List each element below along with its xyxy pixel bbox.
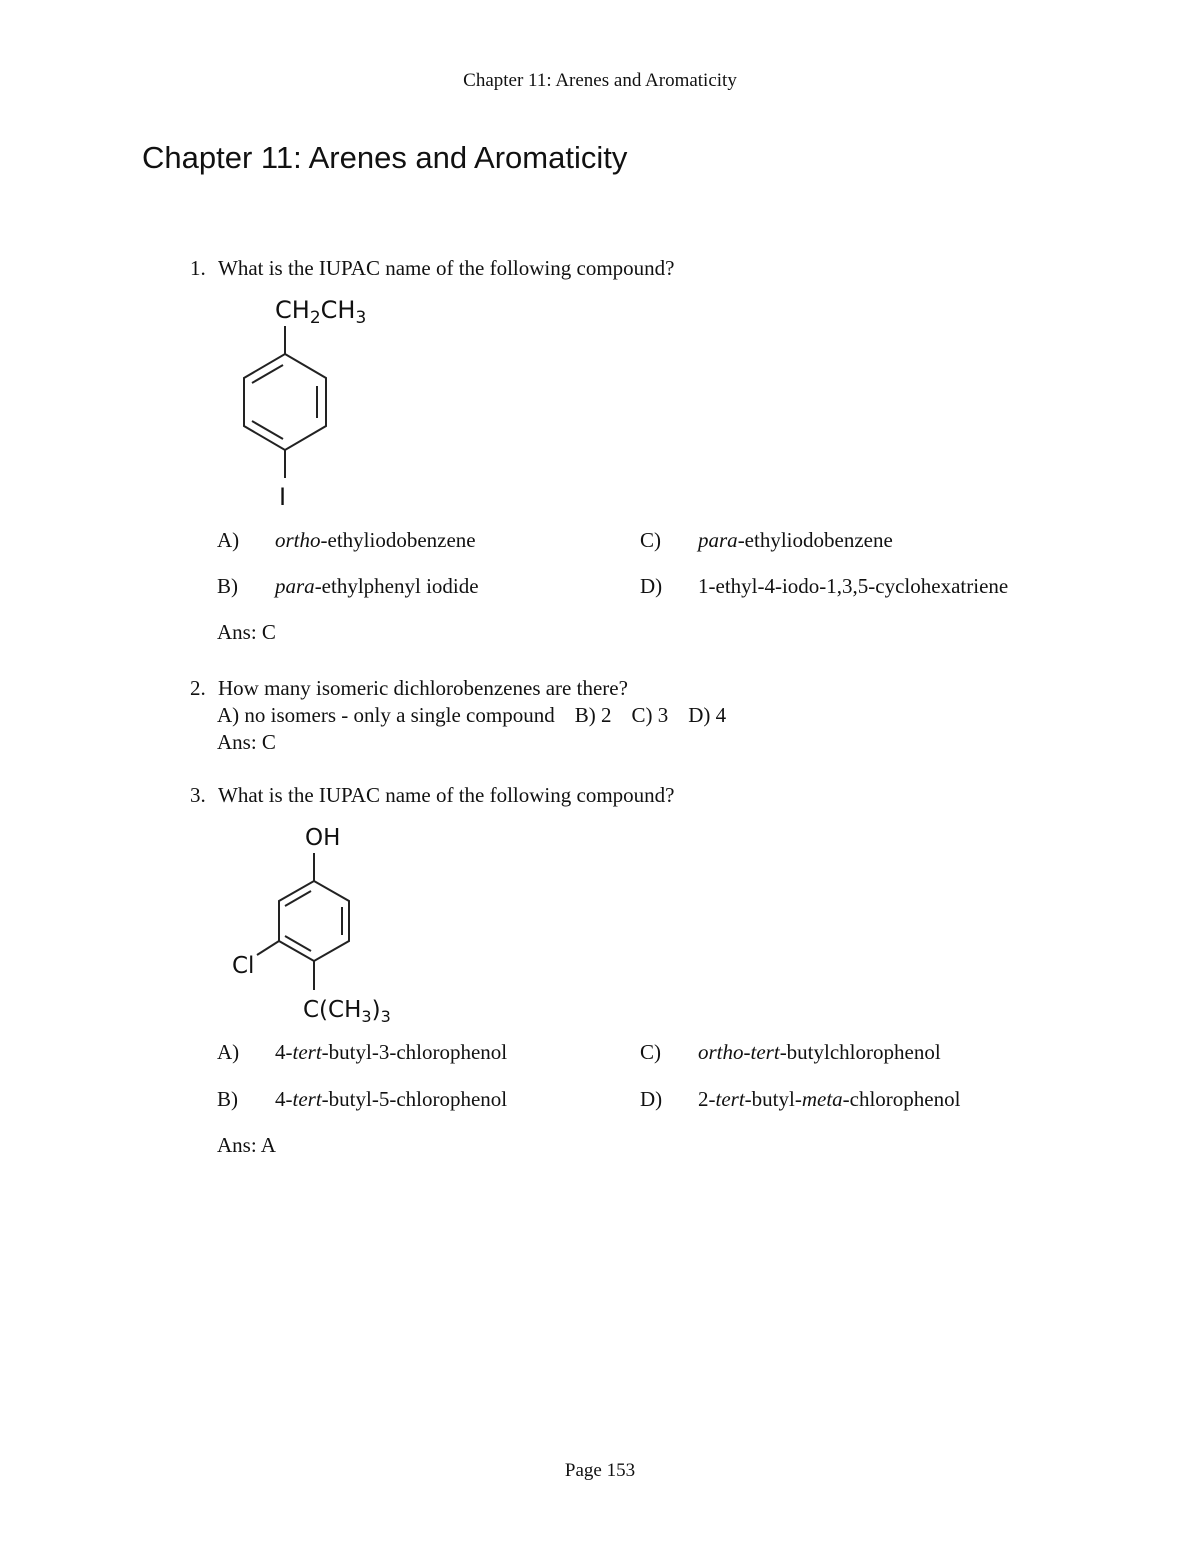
substituent-ethyl: $CH_2CH_3$ [275, 296, 367, 328]
q1-option-a [217, 528, 476, 553]
page-number: Page 153 [564, 1460, 636, 1481]
q1-option-c [640, 528, 893, 553]
option-letter: B) [217, 574, 238, 598]
option-letter: B) [217, 1087, 238, 1111]
option-text: 4-tert-butyl-3-chlorophenol [275, 1040, 508, 1064]
option-text: ortho-tert-butylchlorophenol [698, 1040, 941, 1064]
q2-option-c: C) 3 [631, 703, 669, 727]
substituent-hydroxyl: OH [305, 825, 341, 851]
q3-option-b [217, 1087, 507, 1112]
q2-option-a: A) no isomers - only a single compound [217, 703, 555, 727]
ethyliodobenzene-structure [225, 288, 405, 513]
q2-option-d: D) 4 [688, 703, 727, 727]
question-text: What is the IUPAC name of the following compound? [218, 256, 675, 280]
option-text: 2-tert-butyl-meta-chlorophenol [698, 1087, 961, 1111]
q2-options [217, 703, 726, 728]
option-letter: A) [217, 528, 240, 552]
q2-answer: Ans: C [217, 730, 276, 754]
substituent-tert-butyl: $C(CH_3)_3$ [303, 997, 391, 1026]
bond-left [257, 941, 279, 955]
option-text: 4-tert-butyl-5-chlorophenol [275, 1087, 508, 1111]
q1-option-b [217, 574, 479, 599]
question-number: 3. [190, 783, 206, 807]
chapter-title: Chapter 11: Arenes and Aromaticity [142, 140, 628, 175]
question-2 [190, 676, 628, 701]
question-text: What is the IUPAC name of the following compound? [218, 783, 675, 807]
question-number: 1. [190, 256, 206, 280]
option-text: -ethyliodobenzene [320, 528, 476, 552]
q1-answer: Ans: C [217, 620, 276, 644]
option-prefix: para [698, 528, 738, 552]
option-letter: C) [640, 528, 661, 552]
benzene-ring [279, 881, 349, 961]
option-text: 1-ethyl-4-iodo-1,3,5-cyclohexatriene [698, 574, 1009, 598]
substituent-iodo: I [279, 483, 287, 511]
question-1 [190, 256, 674, 281]
q2-option-b: B) 2 [574, 703, 612, 727]
q3-option-a [217, 1040, 507, 1065]
question-number: 2. [190, 676, 206, 700]
q3-option-d [640, 1087, 960, 1112]
substituent-chloro: Cl [232, 953, 255, 979]
q1-option-d [640, 574, 1008, 599]
q3-answer: Ans: A [217, 1133, 276, 1157]
option-prefix: ortho [275, 528, 321, 552]
option-prefix: para [275, 574, 315, 598]
option-letter: D) [640, 574, 663, 598]
option-letter: C) [640, 1040, 661, 1064]
q3-option-c [640, 1040, 941, 1065]
tert-butylchlorophenol-structure [225, 815, 425, 1030]
option-text: -ethyliodobenzene [737, 528, 893, 552]
benzene-ring [244, 354, 326, 450]
question-text: How many isomeric dichlorobenzenes are there? [218, 676, 628, 700]
running-header: Chapter 11: Arenes and Aromaticity [463, 70, 737, 91]
question-3 [190, 783, 674, 808]
option-letter: D) [640, 1087, 663, 1111]
option-text: -ethylphenyl iodide [314, 574, 479, 598]
option-letter: A) [217, 1040, 240, 1064]
